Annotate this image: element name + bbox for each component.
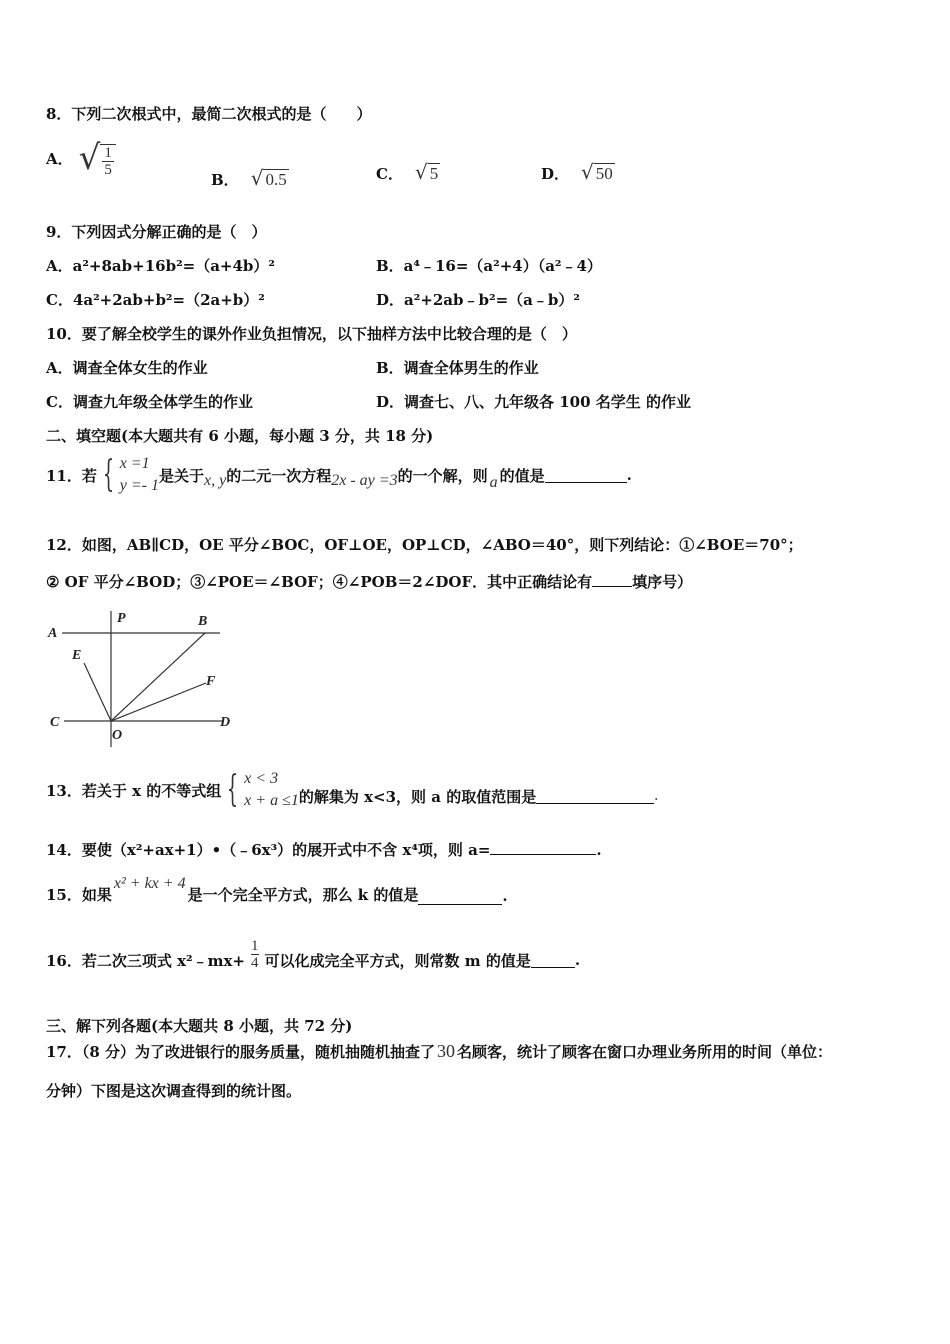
inequality-system: { x < 3 x + a ≤1 [226,769,299,810]
sqrt-expression: √ 5 [414,160,439,184]
sqrt-expression: √ 50 [581,160,613,184]
q14: 14．要使（x²+ax+1）•（﹣6x³）的展开式中不含 x⁴项，则 a= . [46,841,602,859]
ray-oe [84,663,111,721]
answer-blank[interactable] [536,789,654,804]
option-label: A． [46,149,73,168]
label-d: D [220,715,231,730]
label-f: F [206,674,216,689]
label-c: C [50,715,60,730]
label-p: P [117,611,126,626]
answer-blank[interactable] [592,572,632,587]
answer-blank[interactable] [418,890,502,905]
fraction: $\frac{1}{4}$ [251,937,259,971]
q8-option-a [46,138,116,178]
q17-line-1: 17．（8 分）为了改进银行的服务质量，随机抽随机抽查了 30 名顾客，统计了顾客在窗口办理业务所用的时间（单位： [46,1041,833,1061]
q9-option-a: A．a²+8ab+16b²=（a+4b）² [46,257,275,275]
q15: 15．如果 x² + kx + 4 是一个完全平方式，那么 k 的值是 . [46,875,508,905]
q9-option-b: B．a⁴﹣16=（a²+4）（a²﹣4） [376,257,602,275]
q13: 13．若关于 x 的不等式组 { x < 3 x + a ≤1 的解集为 x<3，则 a 的取值范围是 . [46,769,659,810]
q10-option-c: C．调查九年级全体学生的作业 [46,393,253,411]
q8-stem: 8．下列二次根式中，最简二次根式的是（ ） [46,105,372,123]
q9-option-c: C．4a²+2ab+b²=（2a+b）² [46,291,265,309]
ray-ob [111,633,205,721]
equation-system: { x =1 y =- 1 [102,454,160,495]
answer-blank[interactable] [531,953,575,968]
label-b: B [198,614,208,629]
q12-line-1: 12．如图，AB∥CD，OE 平分∠BOC，OF⊥OE，OP⊥CD，∠ABO＝40°，则下列结论：①∠BOE＝70°； [46,536,803,554]
q10-option-d: D．调查七、八、九年级各 100 名学生 的作业 [376,393,691,411]
q10-stem: 10．要了解全校学生的课外作业负担情况，以下抽样方法中比较合理的是（ ） [46,325,577,343]
q10-option-a: A．调查全体女生的作业 [46,359,208,377]
ray-of [111,683,206,721]
q16: 16．若二次三项式 x²﹣mx+ $\frac{1}{4}$ 可以化成完全平方式，则常数 m 的值是 . [46,937,581,971]
section-2-heading: 二、填空题(本大题共有 6 小题，每小题 3 分，共 18 分) [46,427,434,445]
q9-option-d: D．a²+2ab﹣b²=（a﹣b）² [376,291,580,309]
q11: 11．若 { x =1 y =- 1 是关于 x, y 的二元一次方程 2x - ay =3 的一个解，则 a 的值是 . [46,454,632,495]
section-3-heading: 三、解下列各题(本大题共 8 小题，共 72 分) [46,1017,353,1035]
q10-option-b: B．调查全体男生的作业 [376,359,539,377]
sqrt-expression: √ 0.5 [250,166,287,190]
label-o: O [112,728,123,743]
answer-blank[interactable] [545,468,627,483]
q8-option-d: D． √ 50 [541,160,613,184]
q8-option-c: C． √ 5 [376,160,439,184]
sqrt-fraction: √ $\frac{1}{5}$ [79,138,116,178]
q8-option-b: B． √ 0.5 [211,166,287,190]
q9-stem: 9．下列因式分解正确的是（ ） [46,223,267,241]
geometry-figure [44,605,244,755]
answer-blank[interactable] [490,840,596,855]
q17-line-2: 分钟）下图是这次调查得到的统计图。 [46,1082,302,1100]
label-e: E [72,648,82,663]
q12-line-2: ② OF 平分∠BOD；③∠POE＝∠BOF；④∠POB＝2∠DOF．其中正确结论有 填序号） [46,573,693,591]
label-a: A [48,626,58,641]
